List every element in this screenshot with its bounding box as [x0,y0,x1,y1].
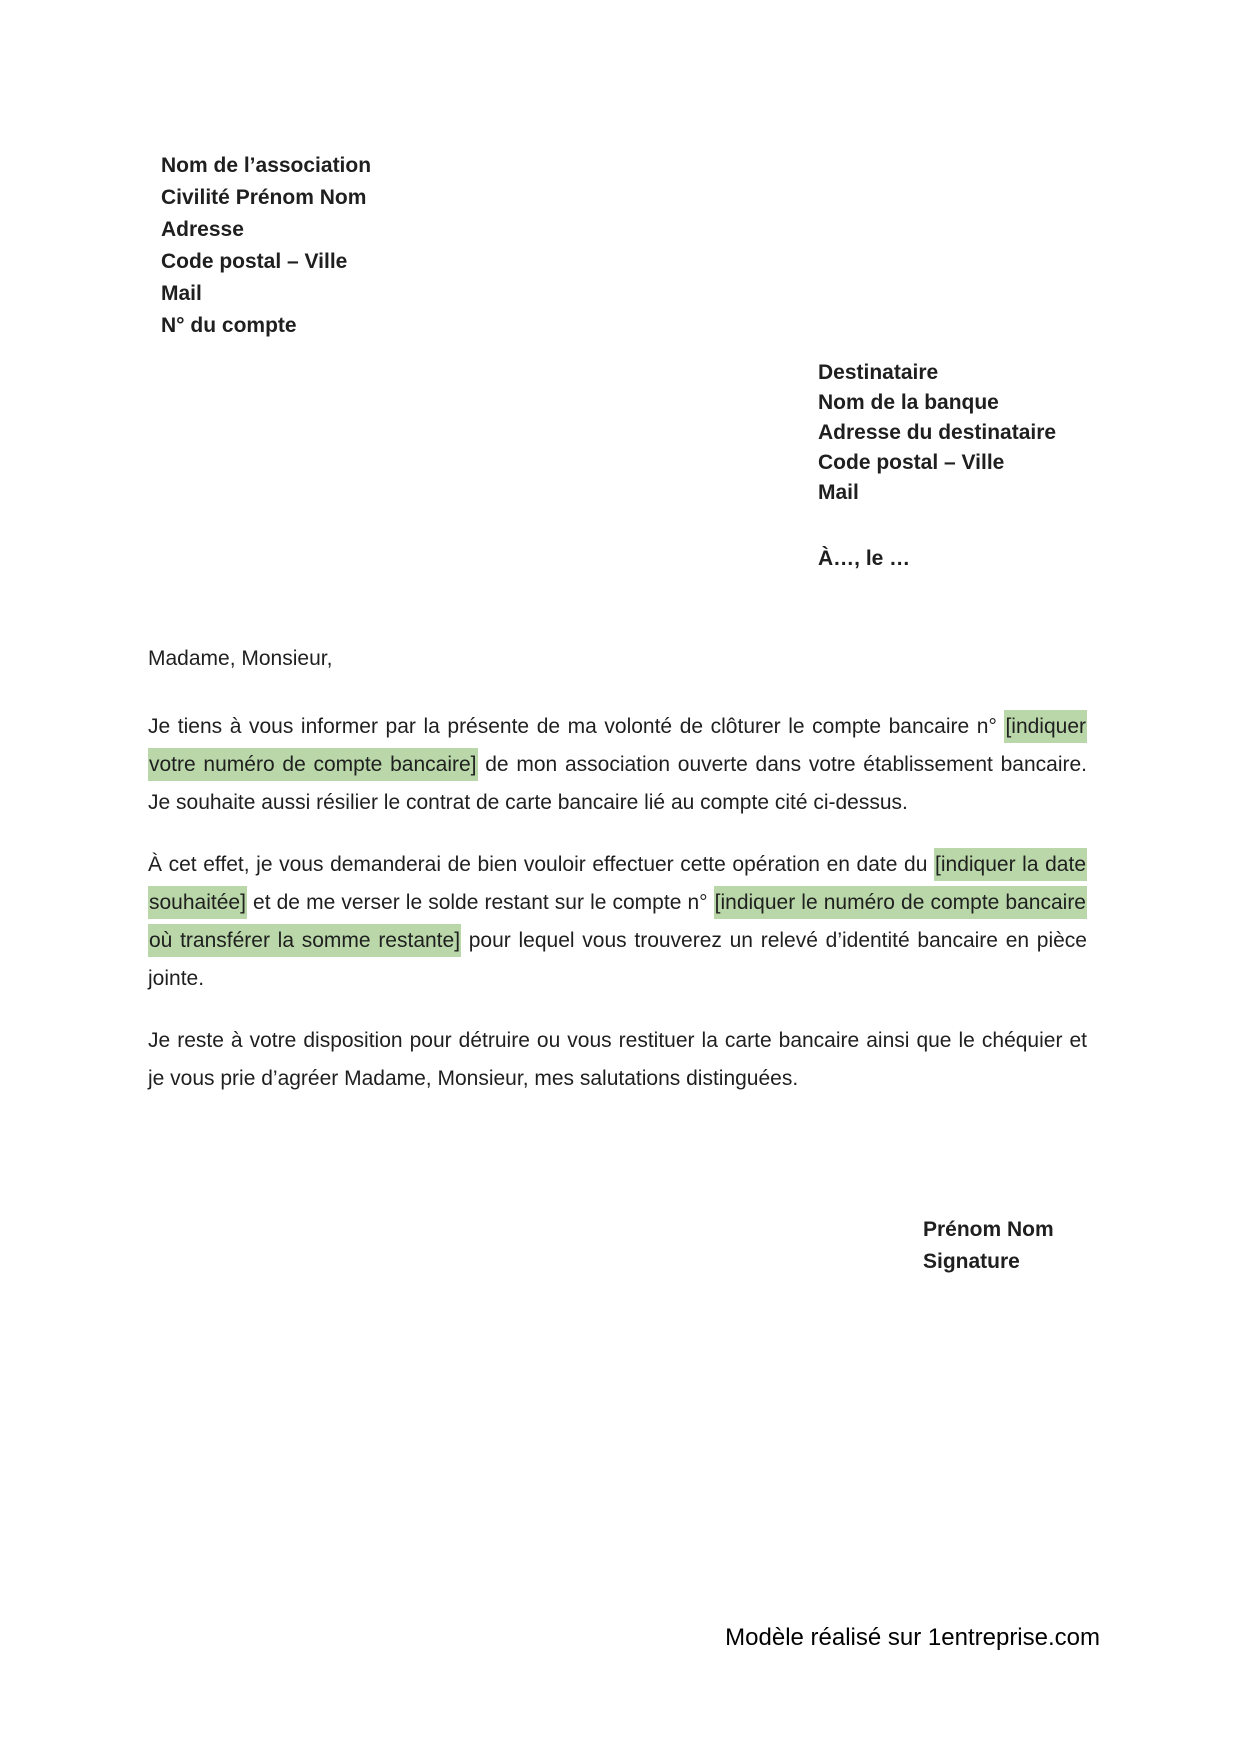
recipient-mail: Mail [818,481,859,504]
paragraph-text: pour lequel vous trouverez un relevé d’identité bancaire en pièce jointe. [148,929,1087,990]
paragraph-text: Je reste à votre disposition pour détruire ou vous restituer la carte bancaire ainsi que le chéquier et je vous prie d’agréer Madame, Monsieur, mes salutations distinguées. [148,1029,1087,1090]
footer-credit: Modèle réalisé sur 1entreprise.com [725,1624,1100,1651]
sender-postal-city: Code postal – Ville [161,250,348,273]
sender-association-name: Nom de l’association [161,154,372,177]
salutation: Madame, Monsieur, [148,647,333,670]
recipient-bank-name: Nom de la banque [818,391,999,414]
sender-mail: Mail [161,282,202,305]
recipient-title: Destinataire [818,361,939,384]
placeholder-highlight: [indiquer votre numéro de compte bancaire] [148,710,1087,781]
sender-block [161,150,371,342]
sender-civility-name: Civilité Prénom Nom [161,186,367,209]
paragraph-text: et de me verser le solde restant sur le compte n° [246,891,714,914]
paragraph-transfer-request [148,846,1087,998]
signature-block [923,1214,1054,1278]
recipient-postal-city: Code postal – Ville [818,451,1005,474]
letter-body [148,708,1087,1122]
signature-label: Signature [923,1250,1020,1273]
recipient-address: Adresse du destinataire [818,421,1057,444]
paragraph-text: de mon association ouverte dans votre établissement bancaire. Je souhaite aussi résilier le contrat de carte bancaire lié au compte cité ci-dessus. [148,753,1087,814]
paragraph-closing-formula [148,1022,1087,1098]
paragraph-account-closure [148,708,1087,822]
paragraph-text: Je tiens à vous informer par la présente de ma volonté de clôturer le compte bancaire n° [148,715,1005,738]
placeholder-highlight: [indiquer la date souhaitée] [148,848,1087,919]
recipient-block [818,358,1056,508]
sender-account-number: N° du compte [161,314,297,337]
placeholder-highlight: [indiquer le numéro de compte bancaire où transférer la somme restante] [148,886,1087,957]
paragraph-text: À cet effet, je vous demanderai de bien vouloir effectuer cette opération en date du [148,853,935,876]
date-place-line: À…, le … [818,547,911,570]
sender-address: Adresse [161,218,244,241]
signature-name: Prénom Nom [923,1218,1054,1241]
